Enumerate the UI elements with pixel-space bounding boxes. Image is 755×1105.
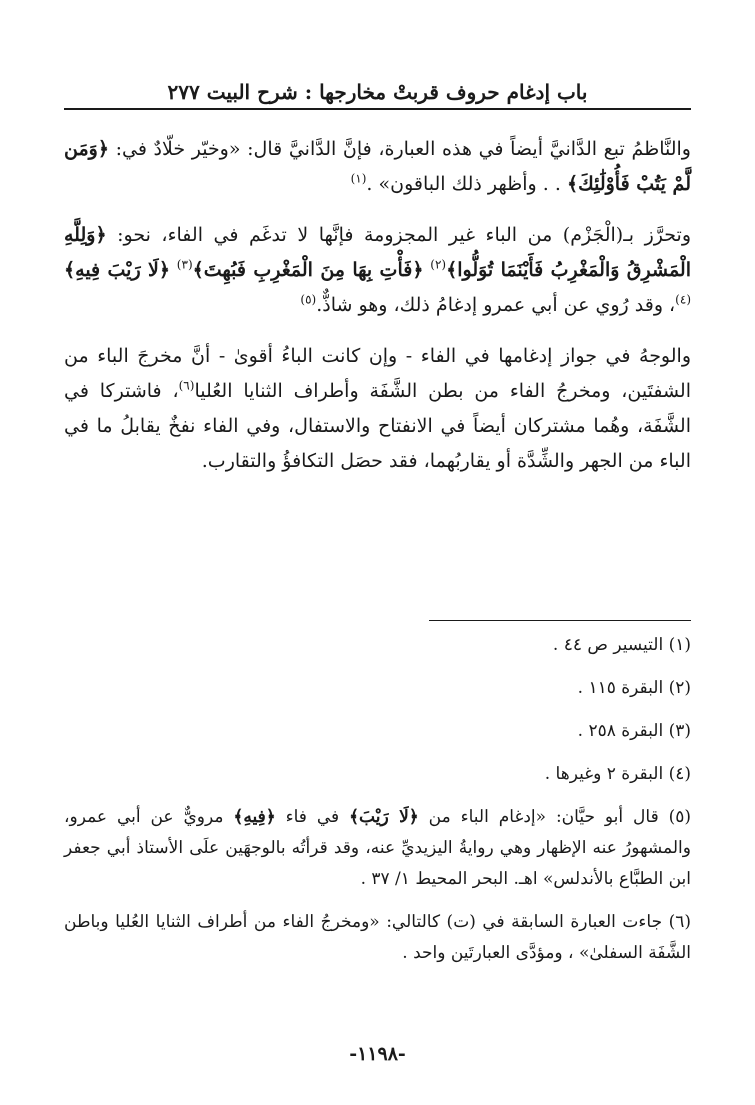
footnote-2: (٢) البقرة ١١٥ .: [577, 678, 691, 698]
footnote-ref-4[interactable]: (٤): [675, 292, 691, 307]
header-divider: [64, 108, 691, 110]
footnote-ref-3[interactable]: (٣): [176, 257, 193, 272]
footnote-6: (٦) جاءت العبارة السابقة في (ت) كالتالي: «ومخرجُ الفاء من أطراف الثنايا العُليا وباطن الشَّفَة السفلىٰ» ، ومؤدَّى العبارتَين واحد .: [64, 912, 691, 963]
fn5-quran-1: ﴿لَا رَيْبَ﴾: [349, 807, 419, 827]
footnote-4: (٤) البقرة ٢ وغيرها .: [544, 764, 691, 784]
footnote-divider: [429, 620, 691, 621]
fn5-text-2: في فاء: [275, 807, 350, 827]
p1-text-1: والنَّاظمُ تبع الدَّانيَّ أيضاً في هذه العبارة، فإنَّ الدَّانيَّ قال: «وخيّر خلّادٌ في:: [108, 138, 691, 160]
p3-text-2: ، فاشتركا في الشَّفَة، وهُما مشتركان أيضاً في الانفتاح والاستفال، وفي الفاء نفخٌ يقابلُ ما في الباء من الجهر والشِّدَّة أو يقاربُهما، فقد حصَل التكافؤُ والتقارب.: [64, 380, 691, 472]
p2-quran-1: ﴿وَلِلَّهِ الْمَشْرِقُ وَالْمَغْرِبُ فَأَيْنَمَا تُوَلُّوا﴾: [64, 224, 691, 281]
footnote-ref-2[interactable]: (٢): [430, 257, 447, 272]
running-header-title: باب إدغام حروف قربتْ مخارجها : شرح البيت ٢٧٧: [167, 80, 588, 104]
fn5-text-1: (٥) قال أبو حيَّان: «إدغام الباء من: [418, 807, 692, 827]
footnote-1: (١) التيسير ص ٤٤ .: [552, 635, 691, 655]
p2-text-1: وتحرَّز بـ(الْجَزْم) من الباء غير المجزومة فإنَّها لا تدغَم في الفاء، نحو:: [106, 224, 691, 246]
fn5-text-3: مرويٌّ عن أبي عمرو، والمشهورُ عنه الإظهار وهي روايةُ اليزيديِّ عنه، وقد قرأتُه بالوجهَين علَى الأستاذ أبي جعفر ابن الطبَّاع بالأندلس» اهـ. البحر المحيط ١/ ٣٧ .: [64, 807, 691, 889]
p1-quran-1: ﴿وَمَن لَّمْ يَتُبْ فَأُوْلَٰئِكَ﴾: [64, 138, 691, 195]
footnote-3: (٣) البقرة ٢٥٨ .: [577, 721, 691, 741]
main-text: [64, 132, 691, 495]
footnote-ref-6[interactable]: (٦): [178, 378, 195, 393]
page-number: -١١٩٨-: [349, 1043, 406, 1065]
paragraph-1: [64, 132, 691, 202]
p1-text-2: . . وأظهر ذلك الباقون» .: [366, 173, 567, 195]
p2-quran-3: ﴿لَا رَيْبَ فِيهِ﴾: [64, 259, 170, 281]
paragraph-3: [64, 339, 691, 479]
p3-text-1: والوجهُ في جواز إدغامها في الفاء - وإن كانت الباءُ أقوىٰ - أنَّ مخرجَ الباء من الشفتَين، ومخرجُ الفاء من بطن الشَّفَة وأطراف الثنايا العُليا: [64, 345, 691, 402]
footnote-5: [64, 802, 691, 895]
footnote-ref-5[interactable]: (٥): [300, 292, 317, 307]
footnote-ref-1[interactable]: (١): [350, 171, 367, 186]
fn5-quran-2: ﴿فِيهِ﴾: [233, 807, 276, 827]
p2-text-2: ، وقد رُوي عن أبي عمرو إدغامُ ذلك، وهو شاذٌّ.: [316, 294, 676, 316]
p2-quran-2: ﴿فَأْتِ بِهَا مِنَ الْمَغْرِبِ فَبُهِتَ﴾: [192, 259, 424, 281]
footnotes: [64, 630, 691, 981]
running-header: [64, 64, 691, 104]
paragraph-2: [64, 218, 691, 323]
